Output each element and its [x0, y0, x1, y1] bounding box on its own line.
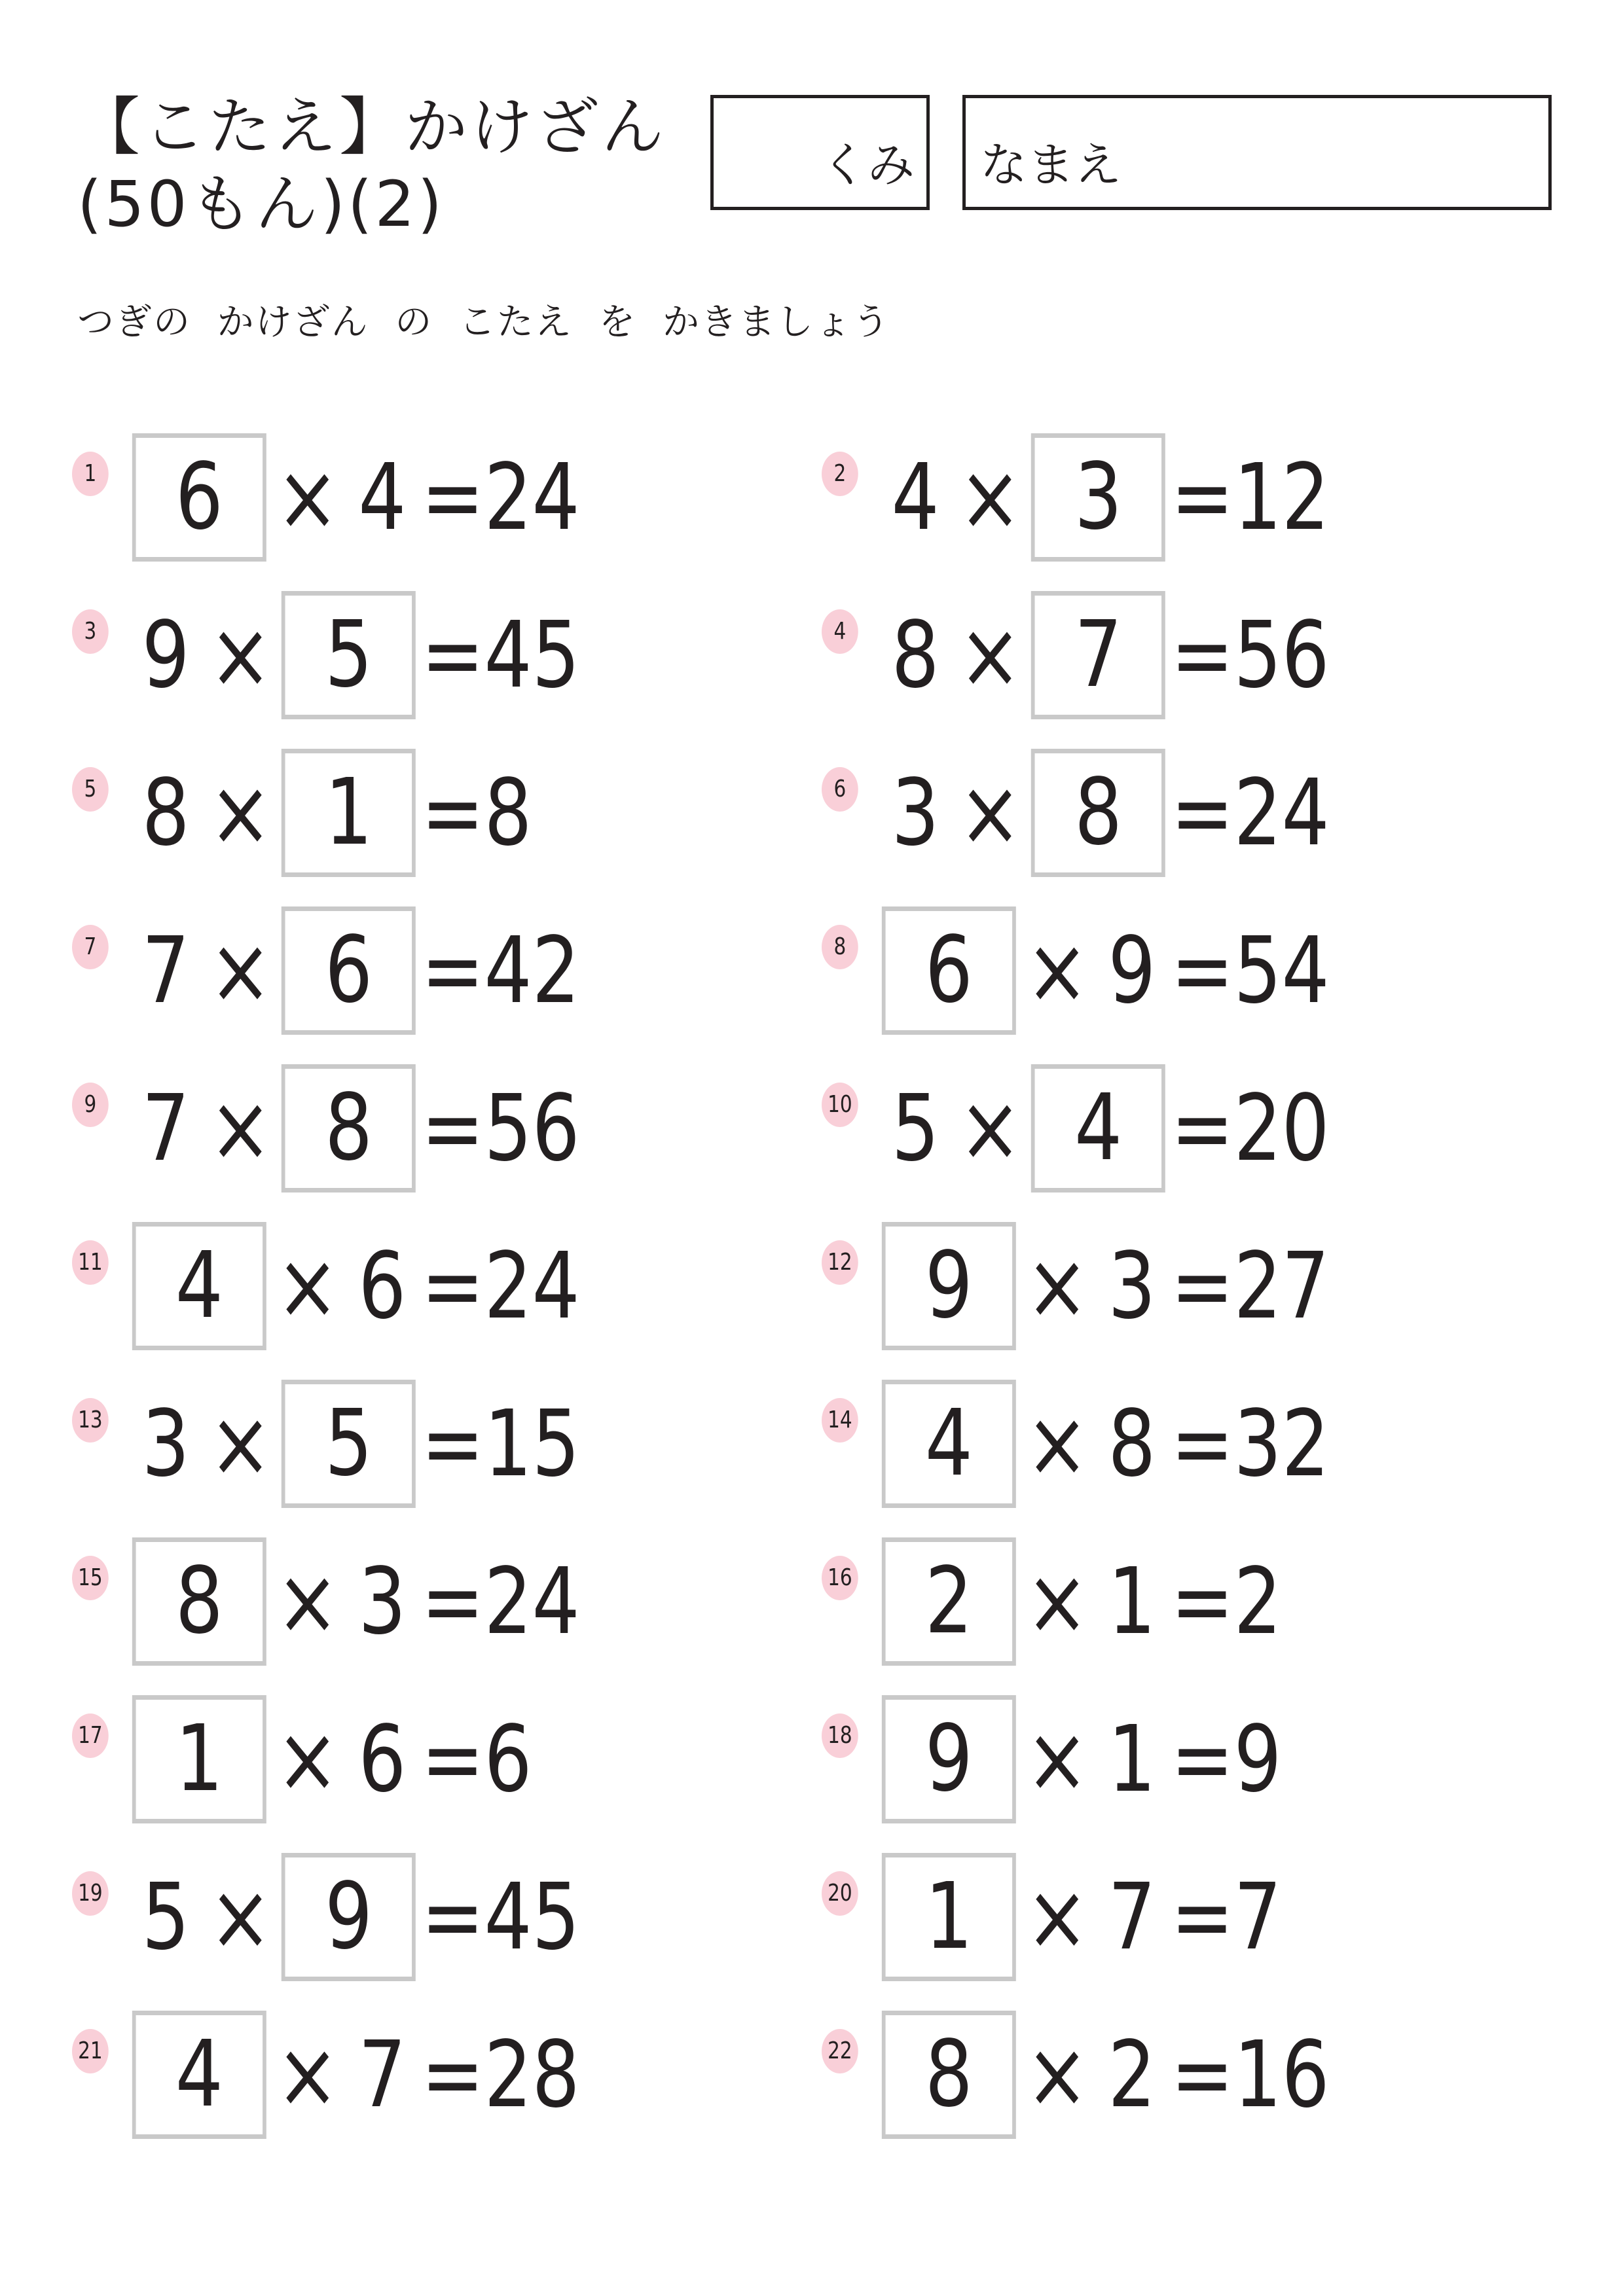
- answer-box[interactable]: 9: [282, 1853, 416, 1981]
- equals-sign: =: [421, 917, 484, 1024]
- problem-item: [72, 1852, 580, 1982]
- product-result: 24: [484, 1548, 580, 1655]
- equals-sign: =: [1171, 1706, 1234, 1813]
- product-result: 6: [484, 1706, 532, 1813]
- problem-number-badge: 16: [822, 1556, 858, 1600]
- problem-item: [822, 1378, 1330, 1509]
- multiplier: 3: [1108, 1232, 1156, 1340]
- answer-box[interactable]: 1: [282, 749, 416, 877]
- equals-sign: =: [421, 1548, 484, 1655]
- multiplicand: 7: [141, 1075, 190, 1182]
- problem-number-badge: 12: [822, 1240, 858, 1285]
- equals-sign: =: [1171, 917, 1234, 1024]
- problem-number-badge: 9: [72, 1083, 109, 1127]
- problem-item: [822, 1221, 1330, 1352]
- equals-sign: =: [421, 601, 484, 709]
- product-result: 42: [484, 917, 580, 1024]
- product-result: 24: [484, 1232, 580, 1340]
- multiplier: 7: [1108, 1863, 1156, 1971]
- equals-sign: =: [1171, 2021, 1234, 2128]
- equals-sign: =: [1171, 601, 1234, 709]
- class-field[interactable]: [710, 95, 930, 210]
- problem-number-badge: 11: [72, 1240, 109, 1285]
- times-sign: ×: [276, 1548, 339, 1655]
- equals-sign: =: [421, 1863, 484, 1971]
- answer-box[interactable]: 1: [132, 1695, 266, 1823]
- answer-box[interactable]: 6: [132, 433, 266, 562]
- times-sign: ×: [1025, 1863, 1089, 1971]
- problem-item: [72, 2009, 580, 2140]
- problem-item: [72, 590, 580, 721]
- problem-number-badge: 18: [822, 1713, 858, 1758]
- problem-item: [822, 1852, 1282, 1982]
- problem-item: [822, 590, 1330, 721]
- answer-box[interactable]: 9: [882, 1222, 1016, 1350]
- times-sign: ×: [958, 759, 1022, 867]
- product-result: 20: [1233, 1075, 1330, 1182]
- answer-box[interactable]: 7: [1031, 591, 1165, 719]
- product-result: 45: [484, 1863, 580, 1971]
- title-line-1: 【こたえ】かけざん: [77, 90, 666, 164]
- product-result: 28: [484, 2021, 580, 2128]
- problem-number-badge: 17: [72, 1713, 109, 1758]
- problem-item: [72, 1536, 580, 1667]
- answer-box[interactable]: 2: [882, 1537, 1016, 1666]
- times-sign: ×: [276, 2021, 339, 2128]
- product-result: 7: [1233, 1863, 1282, 1971]
- equals-sign: =: [421, 1706, 484, 1813]
- multiplicand: 5: [891, 1075, 939, 1182]
- times-sign: ×: [1025, 1706, 1089, 1813]
- problem-number-badge: 20: [822, 1871, 858, 1916]
- problem-number-badge: 10: [822, 1083, 858, 1127]
- problem-number-badge: 19: [72, 1871, 109, 1916]
- problem-item: [822, 1063, 1330, 1194]
- product-result: 24: [1233, 759, 1330, 867]
- answer-box[interactable]: 5: [282, 1380, 416, 1508]
- problem-item: [72, 1063, 580, 1194]
- product-result: 32: [1233, 1390, 1330, 1498]
- class-label: くみ: [820, 137, 915, 192]
- answer-box[interactable]: 8: [132, 1537, 266, 1666]
- answer-box[interactable]: 4: [132, 2011, 266, 2139]
- answer-box[interactable]: 5: [282, 591, 416, 719]
- times-sign: ×: [1025, 1232, 1089, 1340]
- equals-sign: =: [1171, 1075, 1234, 1182]
- multiplicand: 5: [141, 1863, 190, 1971]
- multiplier: 1: [1108, 1548, 1156, 1655]
- answer-box[interactable]: 3: [1031, 433, 1165, 562]
- times-sign: ×: [276, 1706, 339, 1813]
- equals-sign: =: [421, 1232, 484, 1340]
- problem-number-badge: 4: [822, 609, 858, 654]
- problem-item: [822, 1694, 1282, 1825]
- product-result: 56: [1233, 601, 1330, 709]
- times-sign: ×: [209, 1863, 272, 1971]
- times-sign: ×: [209, 601, 272, 709]
- product-result: 54: [1233, 917, 1330, 1024]
- multiplier: 7: [358, 2021, 407, 2128]
- product-result: 12: [1233, 444, 1330, 551]
- problem-number-badge: 14: [822, 1398, 858, 1443]
- problem-number-badge: 8: [822, 925, 858, 969]
- multiplier: 9: [1108, 917, 1156, 1024]
- problem-item: [822, 747, 1330, 878]
- equals-sign: =: [1171, 444, 1234, 551]
- equals-sign: =: [1171, 1863, 1234, 1971]
- equals-sign: =: [1171, 759, 1234, 867]
- title-line-2: (50もん)(2): [77, 168, 445, 241]
- multiplicand: 3: [891, 759, 939, 867]
- times-sign: ×: [209, 759, 272, 867]
- times-sign: ×: [958, 444, 1022, 551]
- problem-number-badge: 5: [72, 767, 109, 812]
- problem-number-badge: 6: [822, 767, 858, 812]
- problem-number-badge: 15: [72, 1556, 109, 1600]
- problem-number-badge: 7: [72, 925, 109, 969]
- equals-sign: =: [421, 2021, 484, 2128]
- problem-item: [72, 747, 532, 878]
- answer-box[interactable]: 4: [882, 1380, 1016, 1508]
- problem-item: [72, 432, 580, 563]
- times-sign: ×: [276, 1232, 339, 1340]
- times-sign: ×: [209, 1390, 272, 1498]
- times-sign: ×: [1025, 1390, 1089, 1498]
- times-sign: ×: [1025, 1548, 1089, 1655]
- product-result: 27: [1233, 1232, 1330, 1340]
- times-sign: ×: [209, 917, 272, 1024]
- product-result: 2: [1233, 1548, 1282, 1655]
- equals-sign: =: [1171, 1232, 1234, 1340]
- equals-sign: =: [421, 444, 484, 551]
- product-result: 45: [484, 601, 580, 709]
- equals-sign: =: [1171, 1548, 1234, 1655]
- product-result: 15: [484, 1390, 580, 1498]
- times-sign: ×: [958, 1075, 1022, 1182]
- multiplier: 1: [1108, 1706, 1156, 1813]
- answer-box[interactable]: 9: [882, 1695, 1016, 1823]
- answer-box[interactable]: 6: [282, 906, 416, 1035]
- answer-box[interactable]: 8: [1031, 749, 1165, 877]
- answer-box[interactable]: 4: [1031, 1064, 1165, 1193]
- times-sign: ×: [1025, 917, 1089, 1024]
- equals-sign: =: [421, 1390, 484, 1498]
- answer-box[interactable]: 8: [882, 2011, 1016, 2139]
- product-result: 56: [484, 1075, 580, 1182]
- problem-number-badge: 2: [822, 452, 858, 496]
- multiplicand: 7: [141, 917, 190, 1024]
- product-result: 9: [1233, 1706, 1282, 1813]
- times-sign: ×: [1025, 2021, 1089, 2128]
- multiplier: 6: [358, 1706, 407, 1813]
- answer-box[interactable]: 6: [882, 906, 1016, 1035]
- problem-item: [822, 432, 1330, 563]
- times-sign: ×: [958, 601, 1022, 709]
- problem-item: [822, 905, 1330, 1036]
- multiplier: 3: [358, 1548, 407, 1655]
- problem-number-badge: 13: [72, 1398, 109, 1443]
- problem-item: [822, 2009, 1330, 2140]
- multiplicand: 8: [891, 601, 939, 709]
- multiplicand: 8: [141, 759, 190, 867]
- multiplier: 8: [1108, 1390, 1156, 1498]
- problem-item: [822, 1536, 1282, 1667]
- multiplicand: 9: [141, 601, 190, 709]
- answer-box[interactable]: 4: [132, 1222, 266, 1350]
- multiplier: 6: [358, 1232, 407, 1340]
- answer-box[interactable]: 1: [882, 1853, 1016, 1981]
- problem-number-badge: 22: [822, 2029, 858, 2073]
- problem-number-badge: 21: [72, 2029, 109, 2073]
- name-label: なまえ: [980, 137, 1122, 192]
- times-sign: ×: [276, 444, 339, 551]
- equals-sign: =: [421, 759, 484, 867]
- problem-item: [72, 905, 580, 1036]
- name-field[interactable]: [962, 95, 1552, 210]
- page-title: [77, 88, 666, 243]
- times-sign: ×: [209, 1075, 272, 1182]
- instruction-text: つぎの かけざん の こたえ を かきましょう: [77, 301, 891, 344]
- problem-item: [72, 1221, 580, 1352]
- equals-sign: =: [1171, 1390, 1234, 1498]
- multiplier: 4: [358, 444, 407, 551]
- problem-number-badge: 1: [72, 452, 109, 496]
- multiplicand: 4: [891, 444, 939, 551]
- problem-item: [72, 1694, 532, 1825]
- multiplier: 2: [1108, 2021, 1156, 2128]
- problem-item: [72, 1378, 580, 1509]
- product-result: 16: [1233, 2021, 1330, 2128]
- equals-sign: =: [421, 1075, 484, 1182]
- product-result: 24: [484, 444, 580, 551]
- answer-box[interactable]: 8: [282, 1064, 416, 1193]
- product-result: 8: [484, 759, 532, 867]
- multiplicand: 3: [141, 1390, 190, 1498]
- problem-number-badge: 3: [72, 609, 109, 654]
